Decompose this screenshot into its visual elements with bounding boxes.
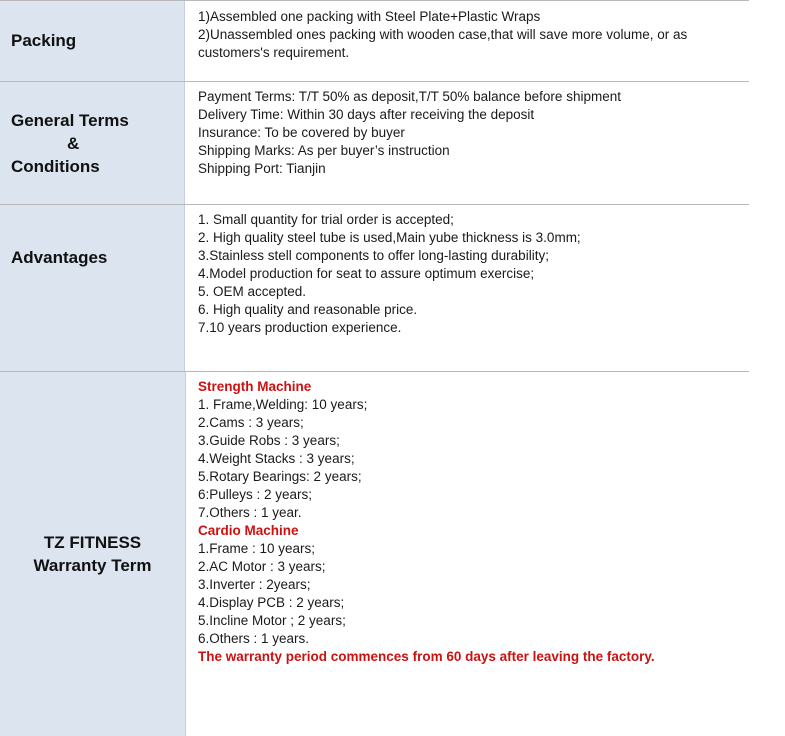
- packing-line: 2)Unassembled ones packing with wooden case,that will save more volume, or as: [198, 27, 688, 42]
- advantages-label: Advantages: [0, 205, 185, 371]
- cardio-item: 4.Display PCB : 2 years;: [198, 595, 345, 610]
- warranty-note: The warranty period commences from 60 days after leaving the factory.: [198, 649, 655, 664]
- warranty-label: [0, 372, 186, 736]
- strength-machine-heading: Strength Machine: [198, 379, 312, 394]
- strength-item: 4.Weight Stacks : 3 years;: [198, 451, 355, 466]
- cardio-item: 1.Frame : 10 years;: [198, 541, 316, 556]
- strength-item: 5.Rotary Bearings: 2 years;: [198, 469, 362, 484]
- warranty-label-line: Warranty Term: [33, 556, 152, 575]
- cardio-item: 3.Inverter : 2years;: [198, 577, 311, 592]
- packing-label: Packing: [0, 1, 185, 81]
- terms-line: Shipping Marks: As per buyer’s instruction: [198, 143, 450, 158]
- cardio-item: 5.Incline Motor ; 2 years;: [198, 613, 346, 628]
- advantages-content: [198, 211, 749, 337]
- terms-label-line: Conditions: [11, 156, 100, 176]
- advantage-item: 5. OEM accepted.: [198, 284, 307, 299]
- advantage-item: 1. Small quantity for trial order is accepted;: [198, 212, 454, 227]
- packing-line: 1)Assembled one packing with Steel Plate+Plastic Wraps: [198, 9, 541, 24]
- warranty-label-line: TZ FITNESS: [43, 533, 142, 552]
- cardio-machine-heading: Cardio Machine: [198, 523, 299, 538]
- packing-line: customers's requirement.: [198, 45, 350, 60]
- strength-item: 3.Guide Robs : 3 years;: [198, 433, 340, 448]
- cardio-item: 6.Others : 1 years.: [198, 631, 310, 646]
- warranty-row: [0, 372, 749, 736]
- cardio-item: 2.AC Motor : 3 years;: [198, 559, 326, 574]
- strength-item: 1. Frame,Welding: 10 years;: [198, 397, 368, 412]
- advantages-row: [0, 205, 749, 371]
- warranty-content: [198, 378, 749, 666]
- terms-line: Payment Terms: T/T 50% as deposit,T/T 50% balance before shipment: [198, 89, 621, 104]
- strength-item: 7.Others : 1 year.: [198, 505, 302, 520]
- terms-content: [198, 88, 749, 178]
- advantage-item: 6. High quality and reasonable price.: [198, 302, 418, 317]
- advantage-item: 2. High quality steel tube is used,Main yube thickness is 3.0mm;: [198, 230, 581, 245]
- strength-item: 2.Cams : 3 years;: [198, 415, 304, 430]
- packing-content: [198, 8, 749, 62]
- terms-line: Shipping Port: Tianjin: [198, 161, 326, 176]
- advantage-item: 4.Model production for seat to assure optimum exercise;: [198, 266, 535, 281]
- terms-line: Delivery Time: Within 30 days after receiving the deposit: [198, 107, 535, 122]
- terms-row: [0, 82, 749, 204]
- terms-line: Insurance: To be covered by buyer: [198, 125, 405, 140]
- terms-label: [0, 82, 185, 204]
- advantage-item: 3.Stainless stell components to offer long-lasting durability;: [198, 248, 549, 263]
- packing-row: [0, 1, 749, 81]
- terms-label-ampersand: &: [67, 133, 80, 153]
- strength-item: 6:Pulleys : 2 years;: [198, 487, 313, 502]
- advantage-item: 7.10 years production experience.: [198, 320, 402, 335]
- terms-label-line: General Terms: [11, 110, 129, 130]
